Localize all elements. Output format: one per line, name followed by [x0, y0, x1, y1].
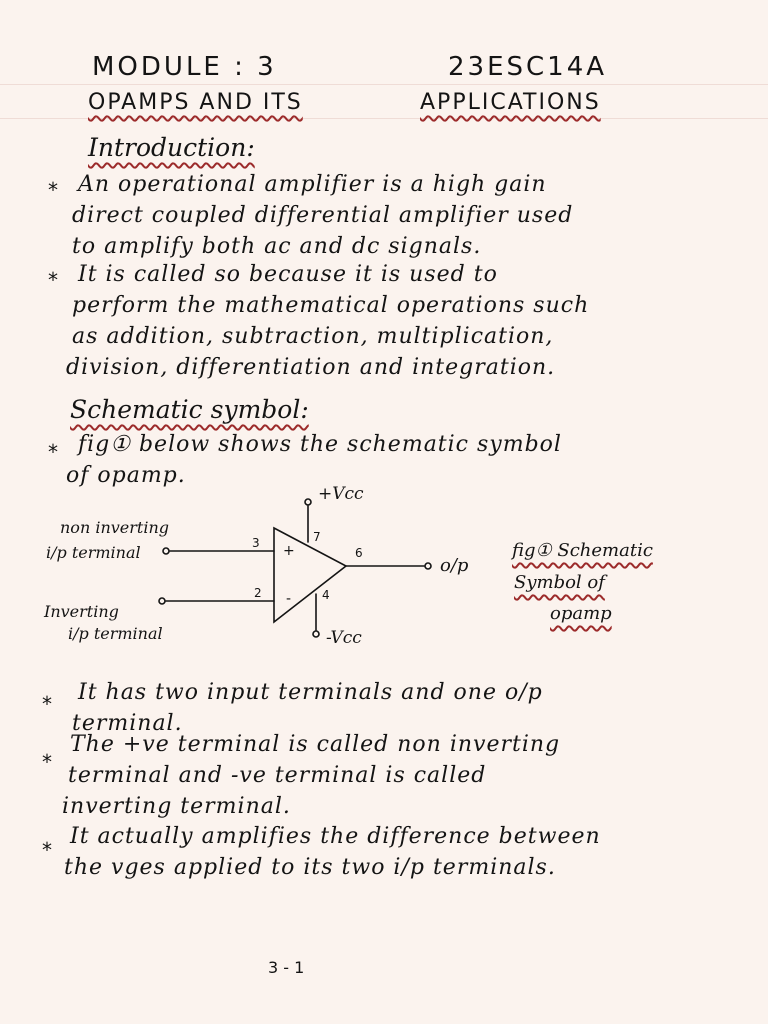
points-p1-line1: It has two input terminals and one o/p [78, 680, 543, 705]
pin-7: 7 [313, 530, 321, 544]
title-left: OPAMPS AND ITS [88, 90, 303, 115]
schematic-p1-line2: of opamp. [66, 463, 186, 488]
inverting-label-2: i/p terminal [68, 624, 163, 643]
intro-p1-line1: An operational amplifier is a high gain [78, 172, 547, 197]
plus-sign: + [283, 543, 295, 559]
intro-p2-line4: division, differentiation and integration. [66, 355, 556, 380]
inverting-label-1: Inverting [44, 602, 119, 621]
intro-p1-line2: direct coupled differential amplifier used [72, 203, 574, 228]
pin-2: 2 [254, 586, 262, 600]
schematic-p1-line1: fig① below shows the schematic symbol [78, 432, 562, 457]
minus-sign: - [286, 591, 292, 607]
pin-4: 4 [322, 588, 330, 602]
bullet-icon: * [42, 692, 52, 716]
pin-6: 6 [355, 546, 363, 560]
intro-p1-line3: to amplify both ac and dc signals. [72, 234, 482, 259]
page-number: 3 - 1 [268, 958, 305, 977]
points-p2-line1: The +ve terminal is called non inverting [70, 732, 561, 757]
vcc-neg-label: -Vcc [326, 628, 362, 648]
output-label: o/p [440, 555, 469, 576]
figure-caption-2: Symbol of [514, 572, 605, 593]
bullet-icon: * [42, 750, 52, 774]
module-label: MODULE : 3 [92, 52, 277, 82]
vcc-pos-label: +Vcc [318, 484, 364, 504]
figure-caption-1: fig① Schematic [512, 540, 653, 561]
noninverting-terminal-dot [163, 548, 169, 554]
bullet-icon: * [48, 440, 58, 464]
noninverting-label-1: non inverting [60, 518, 169, 537]
noninverting-label-2: i/p terminal [46, 543, 141, 562]
intro-p2-line3: as addition, subtraction, multiplication, [72, 324, 554, 349]
intro-p2-line2: perform the mathematical operations such [72, 293, 590, 318]
intro-p2-line1: It is called so because it is used to [78, 262, 498, 287]
inverting-terminal-dot [159, 598, 165, 604]
intro-heading: Introduction: [88, 133, 255, 162]
bullet-icon: * [42, 838, 52, 862]
pin-3: 3 [252, 536, 260, 550]
bullet-icon: * [48, 268, 58, 292]
title-right: APPLICATIONS [420, 90, 601, 115]
neg-supply-dot [313, 631, 319, 637]
output-terminal-dot [425, 563, 431, 569]
bullet-icon: * [48, 178, 58, 202]
points-p3-line2: the vges applied to its two i/p terminals. [64, 855, 556, 880]
course-code: 23ESC14A [448, 52, 608, 82]
points-p3-line1: It actually amplifies the difference between [70, 824, 601, 849]
figure-caption-3: opamp [550, 603, 612, 624]
schematic-heading: Schematic symbol: [70, 395, 309, 424]
pos-supply-dot [305, 499, 311, 505]
points-p1-line2: terminal. [72, 711, 183, 736]
points-p2-line2: terminal and -ve terminal is called [68, 763, 487, 788]
points-p2-line3: inverting terminal. [62, 794, 291, 819]
